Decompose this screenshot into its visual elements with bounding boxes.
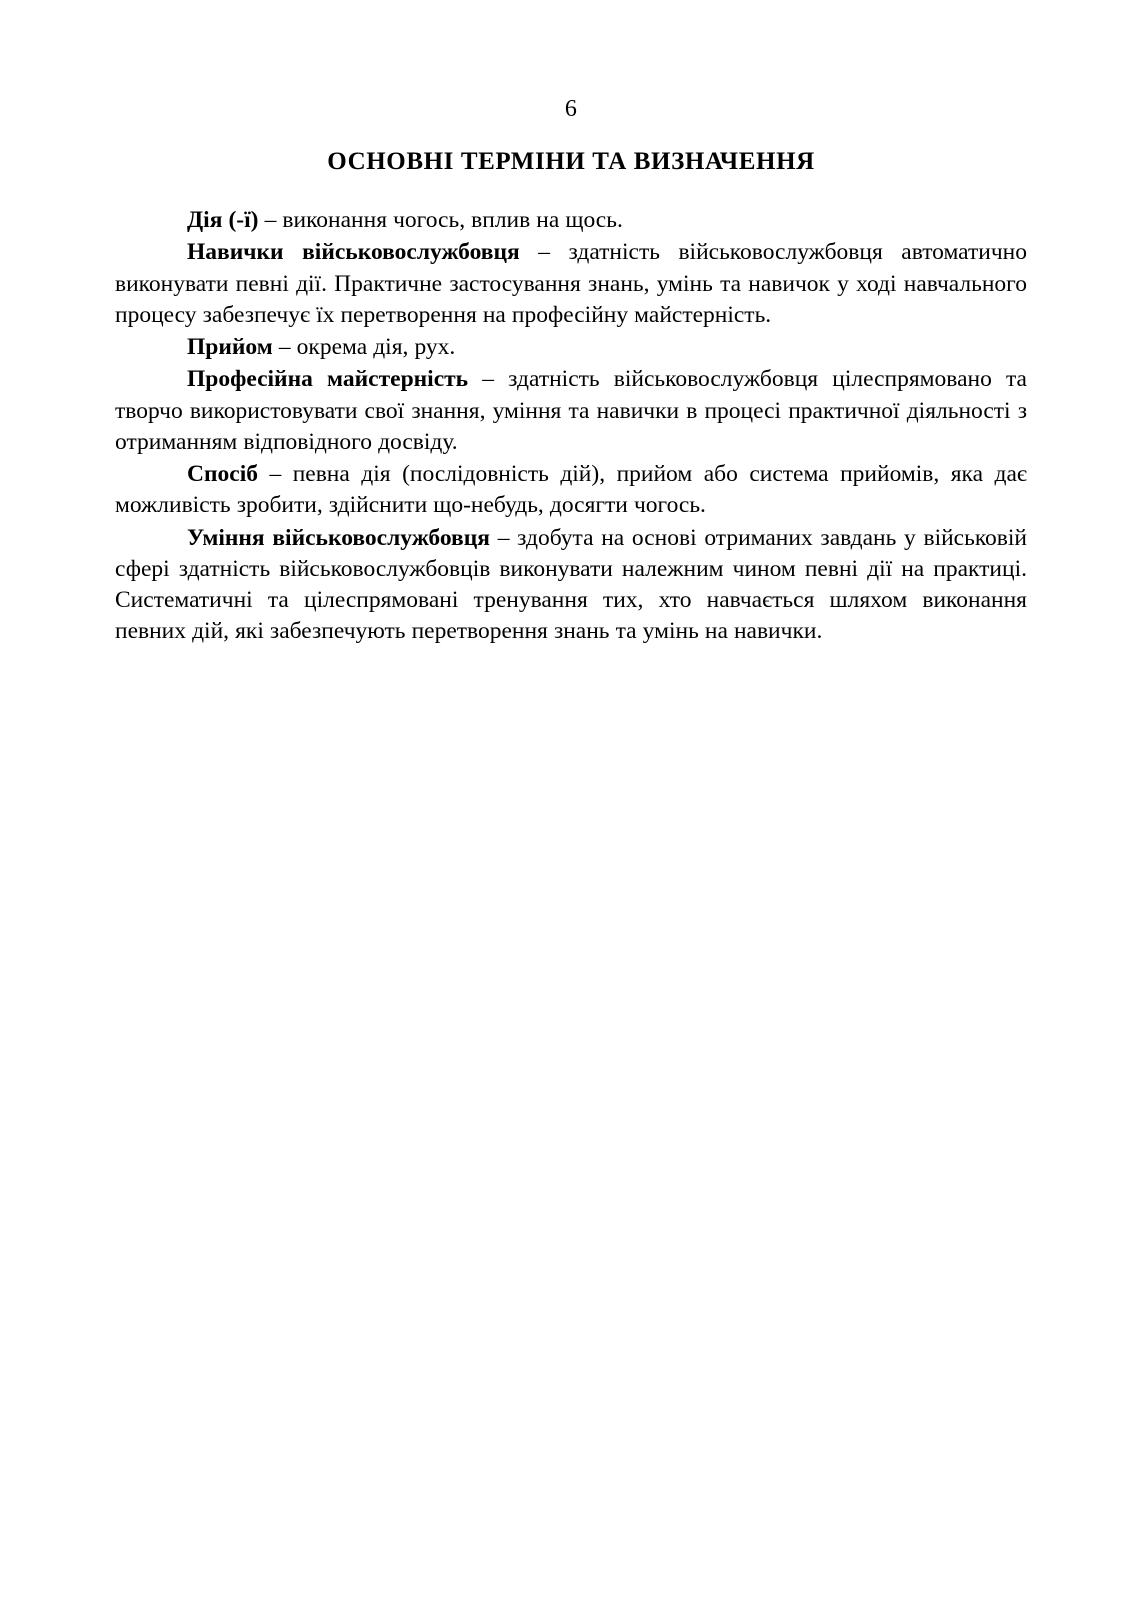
definition-term: Прийом xyxy=(187,334,273,361)
definition-term: Уміння військовослужбовця xyxy=(187,524,490,551)
definition-body: – здатність військовослужбовця автоматично виконувати певні дії. Практичне застосування знань, умінь та навичок у ході навчального процесу забезпечує їх перетворення на професійну майстерність. xyxy=(115,239,1027,328)
definition-entry xyxy=(115,205,1027,236)
page-title: ОСНОВНІ ТЕРМІНИ ТА ВИЗНАЧЕННЯ xyxy=(327,147,815,175)
definition-entry xyxy=(115,364,1027,458)
page-number: 6 xyxy=(564,96,578,122)
definition-entry xyxy=(115,459,1027,522)
definition-body: – певна дія (послідовність дій), прийом або система прийомів, яка дає можливість зробити, здійснити що-небудь, досягти чогось. xyxy=(115,461,1027,519)
definition-term: Спосіб xyxy=(187,461,258,488)
definition-term: Навички військовослужбовця xyxy=(187,239,520,266)
definition-entry xyxy=(115,523,1027,648)
definitions-list xyxy=(115,205,1027,648)
definition-body: – здобута на основі отриманих завдань у військовій сфері здатність військовослужбовців виконувати належним чином певні дії на практиці. Систематичні та цілеспрямовані тренування тих, хто навчається шляхом виконання певних дій, які забезпечують перетворення знань та умінь на навички. xyxy=(115,524,1027,645)
definition-term: Дія (-ї) xyxy=(187,207,259,234)
definition-entry xyxy=(115,332,1027,363)
definition-entry xyxy=(115,237,1027,331)
definition-body: – окрема дія, рух. xyxy=(272,334,456,361)
definition-body: – виконання чогось, вплив на щось. xyxy=(258,207,623,234)
definition-term: Професійна майстерність xyxy=(187,366,469,393)
definition-body: – здатність військовослужбовця цілеспрямовано та творчо використовувати свої знання, уміння та навички в процесі практичної діяльності з отриманням відповідного досвіду. xyxy=(115,366,1027,455)
